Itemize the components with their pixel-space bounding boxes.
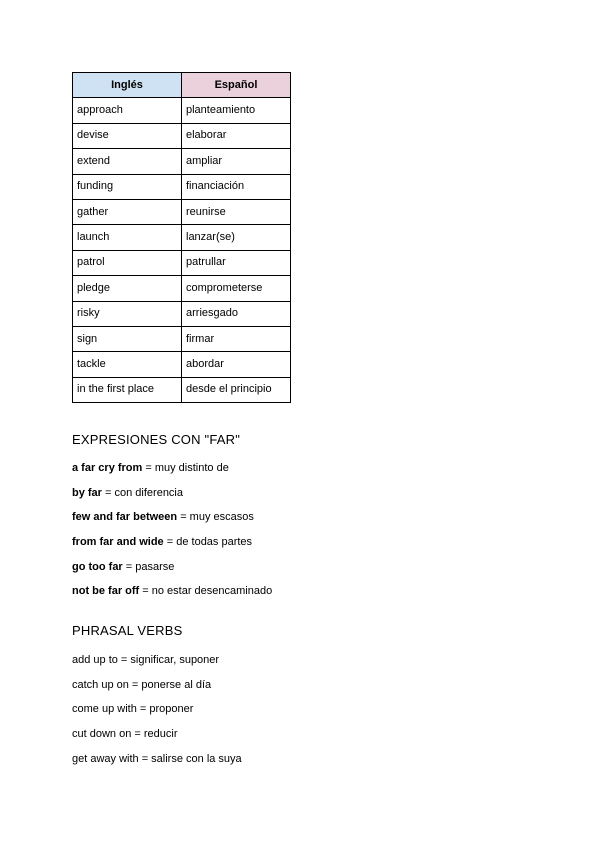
list-item bbox=[72, 584, 272, 609]
spanish-word: elaborar bbox=[182, 123, 291, 148]
list-item: add up to = significar, suponer bbox=[72, 654, 220, 666]
column-header-spanish: Español bbox=[182, 73, 291, 98]
table-row bbox=[73, 225, 291, 250]
list-item: get away with = salirse con la suya bbox=[72, 752, 242, 765]
spanish-word: arriesgado bbox=[182, 301, 291, 326]
table-row bbox=[73, 123, 291, 148]
expression-meaning: = con diferencia bbox=[101, 486, 183, 499]
english-word: pledge bbox=[73, 276, 182, 301]
table-row bbox=[73, 174, 291, 199]
expression-meaning: = no estar desencaminado bbox=[139, 585, 273, 598]
list-item bbox=[72, 535, 272, 560]
spanish-word: abordar bbox=[182, 352, 291, 377]
phrasal-verbs-heading: PHRASAL VERBS bbox=[72, 623, 183, 638]
english-word: extend bbox=[73, 149, 182, 174]
english-word: approach bbox=[73, 98, 182, 123]
table-row bbox=[73, 199, 291, 224]
expressions-list bbox=[72, 461, 272, 609]
table-header-row bbox=[73, 73, 291, 98]
list-item bbox=[72, 560, 272, 585]
table-row bbox=[73, 276, 291, 301]
spanish-word: financiación bbox=[182, 174, 291, 199]
table-row bbox=[73, 377, 291, 402]
spanish-word: desde el principio bbox=[182, 377, 291, 402]
expression-term: few and far between bbox=[72, 511, 178, 524]
list-item bbox=[72, 510, 272, 535]
table-row bbox=[73, 301, 291, 326]
column-header-english: Inglés bbox=[73, 73, 182, 98]
table-row bbox=[73, 250, 291, 275]
english-word: gather bbox=[73, 199, 182, 224]
spanish-word: planteamiento bbox=[182, 98, 291, 123]
spanish-word: reunirse bbox=[182, 199, 291, 224]
expression-term: go too far bbox=[72, 560, 123, 573]
list-item: come up with = proponer bbox=[72, 703, 194, 716]
table-row bbox=[73, 326, 291, 351]
vocabulary-table bbox=[72, 72, 291, 403]
english-word: risky bbox=[73, 301, 182, 326]
spanish-word: patrullar bbox=[182, 250, 291, 275]
expression-term: a far cry from bbox=[72, 462, 143, 474]
expression-meaning: = muy escasos bbox=[177, 511, 254, 524]
list-item bbox=[72, 461, 272, 486]
table-row bbox=[73, 149, 291, 174]
english-word: devise bbox=[73, 123, 182, 148]
spanish-word: lanzar(se) bbox=[182, 225, 291, 250]
expression-term: not be far off bbox=[72, 585, 140, 598]
spanish-word: firmar bbox=[182, 326, 291, 351]
english-word: funding bbox=[73, 174, 182, 199]
phrasal-verbs-list bbox=[72, 653, 242, 776]
expression-term: from far and wide bbox=[72, 536, 164, 549]
english-word: tackle bbox=[73, 352, 182, 377]
spanish-word: comprometerse bbox=[182, 276, 291, 301]
list-item bbox=[72, 486, 272, 511]
expression-meaning: = muy distinto de bbox=[142, 462, 229, 474]
expression-meaning: = de todas partes bbox=[163, 536, 253, 549]
table-row bbox=[73, 352, 291, 377]
table-row bbox=[73, 98, 291, 123]
list-item: catch up on = ponerse al día bbox=[72, 678, 212, 691]
spanish-word: ampliar bbox=[182, 149, 291, 174]
list-item: cut down on = reducir bbox=[72, 728, 178, 741]
english-word: launch bbox=[73, 225, 182, 250]
expression-meaning: = pasarse bbox=[122, 560, 175, 573]
english-word: patrol bbox=[73, 250, 182, 275]
english-word: sign bbox=[73, 326, 182, 351]
expression-term: by far bbox=[72, 486, 102, 499]
expressions-heading: EXPRESIONES CON "FAR" bbox=[72, 432, 241, 447]
english-word: in the first place bbox=[73, 377, 182, 402]
